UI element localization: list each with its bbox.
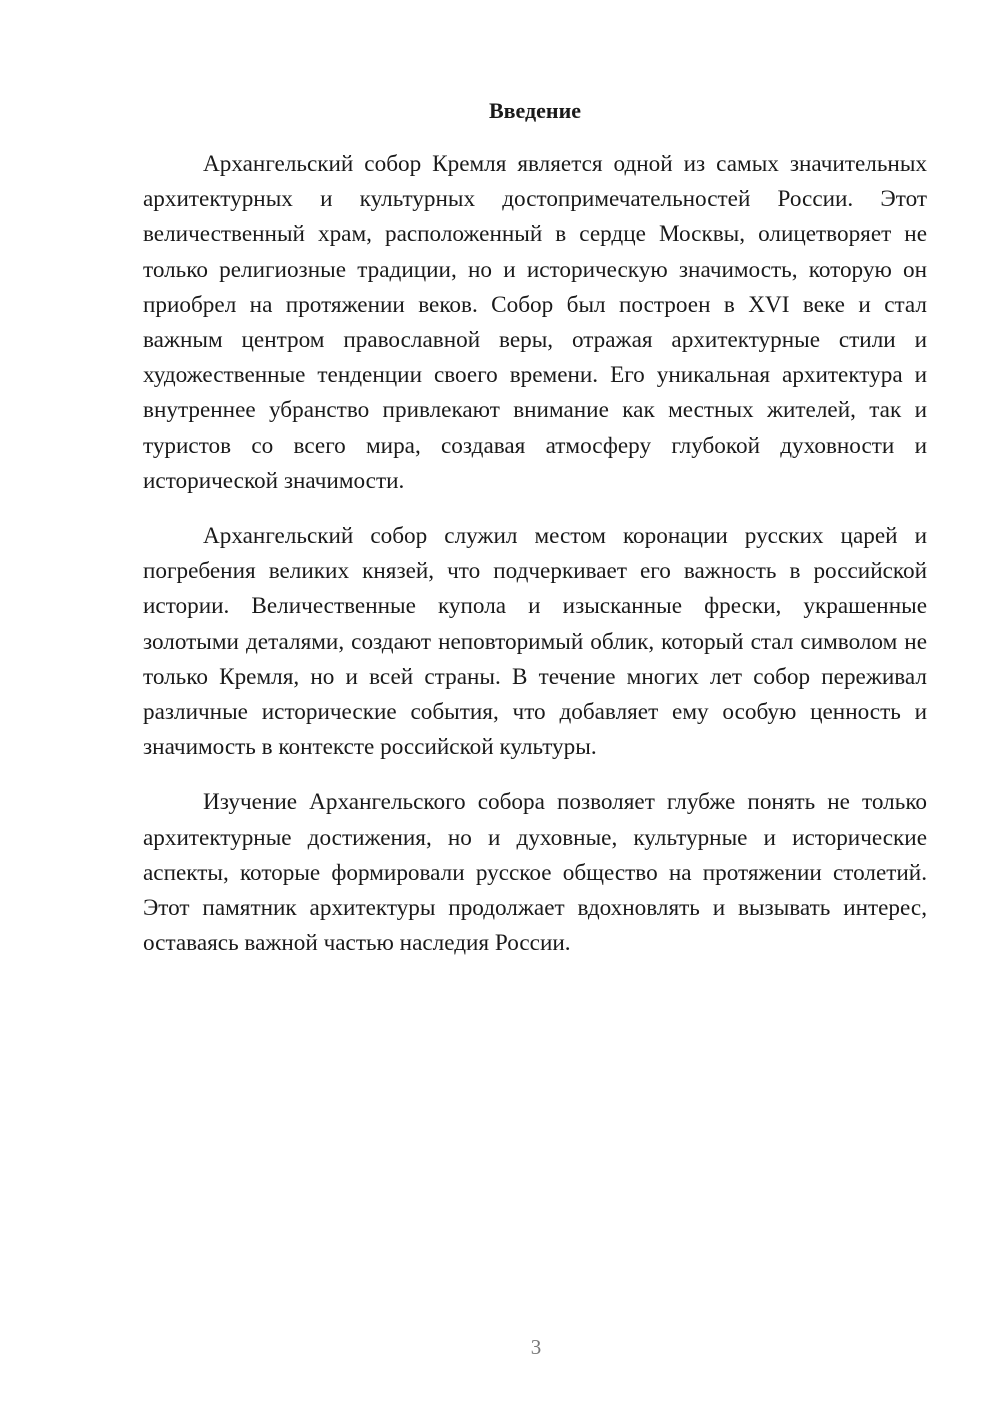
paragraph-3: Изучение Архангельского собора позволяет глубже понять не только архитектурные достижения, но и духовные, культурные и исторические аспекты, которые формировали русское общество на протяжении столетий. Этот памятник архитектуры продолжает вдохновлять и вызывать интерес, оставаясь важной частью наследия России. [143, 789, 927, 957]
page-number: 3 [530, 1335, 542, 1359]
page-content [143, 95, 927, 981]
section-title: Введение [488, 98, 582, 123]
paragraph-2: Архангельский собор служил местом коронации русских царей и погребения великих князей, что подчеркивает его важность в российской истории. Величественные купола и изысканные фрески, украшенные золотыми деталями, создают неповторимый облик, который стал символом не только Кремля, но и всей страны. В течение многих лет собор переживал различные исторические события, что добавляет ему особую ценность и значимость в контексте российской культуры. [143, 523, 927, 761]
paragraph-1: Архангельский собор Кремля является одной из самых значительных архитектурных и культурных достопримечательностей России. Этот величественный храм, расположенный в сердце Москвы, олицетворяет не только религиозные традиции, но и историческую значимость, которую он приобрел на протяжении веков. Собор был построен в XVI веке и стал важным центром православной веры, отражая архитектурные стили и художественные тенденции своего времени. Его уникальная архитектура и внутреннее убранство привлекают внимание как местных жителей, так и туристов со всего мира, создавая атмосферу глубокой духовности и исторической значимости. [143, 151, 927, 494]
